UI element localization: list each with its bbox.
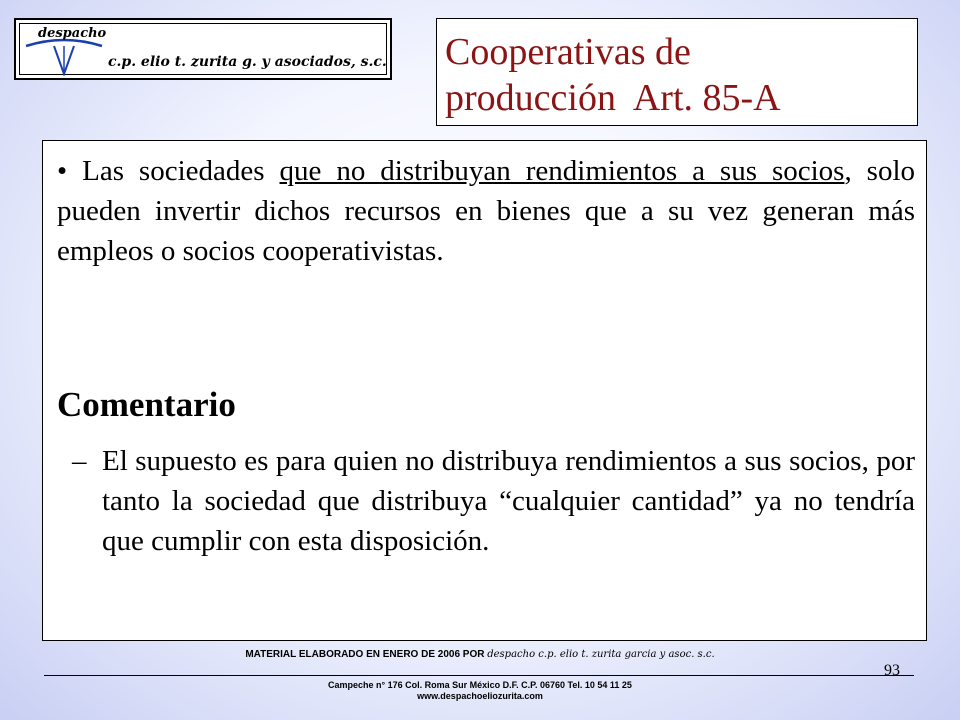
footer-material: [0, 649, 960, 660]
bullet-text-before: Las sociedades: [82, 155, 280, 187]
bullet-paragraph: [57, 151, 915, 271]
slide-title: [436, 18, 918, 126]
footer-rule: [44, 675, 914, 676]
logo-word: despacho: [38, 26, 107, 41]
comment-heading: Comentario: [57, 385, 236, 424]
page-number: 93: [884, 662, 900, 679]
content-panel: [42, 140, 927, 641]
bullet-text-after: , solo pueden invertir dichos recursos en bienes que a su vez generan más empleos o socios cooperativistas.: [57, 155, 915, 267]
logo-firm-name: c.p. elio t. zurita g. y asociados, s.c.: [108, 54, 387, 70]
title-line-2: producción Art. 85-A: [445, 77, 781, 119]
bullet-symbol: •: [57, 155, 68, 187]
bullet-text-underlined: que no distribuyan rendimientos a sus socios: [279, 155, 845, 187]
footer-address-block: [0, 680, 960, 702]
dash-symbol: –: [72, 445, 87, 477]
footer-address: Campeche n° 176 Col. Roma Sur México D.F. C.P. 06760 Tel. 10 54 11 25: [328, 680, 632, 690]
footer-material-firm: despacho c.p. elio t. zurita garcia y asoc. s.c.: [487, 649, 715, 660]
footer-material-text: MATERIAL ELABORADO EN ENERO DE 2006 POR: [245, 649, 488, 660]
title-line-1: Cooperativas de: [445, 31, 691, 73]
firm-logo: [14, 18, 392, 80]
comment-paragraph: [72, 441, 915, 561]
footer-website: www.despachoeliozurita.com: [417, 691, 543, 701]
comment-text: El supuesto es para quien no distribuya rendimientos a sus socios, por tanto la sociedad que distribuya “cualquier cantidad” ya no tendría que cumplir con esta disposición.: [102, 445, 915, 557]
